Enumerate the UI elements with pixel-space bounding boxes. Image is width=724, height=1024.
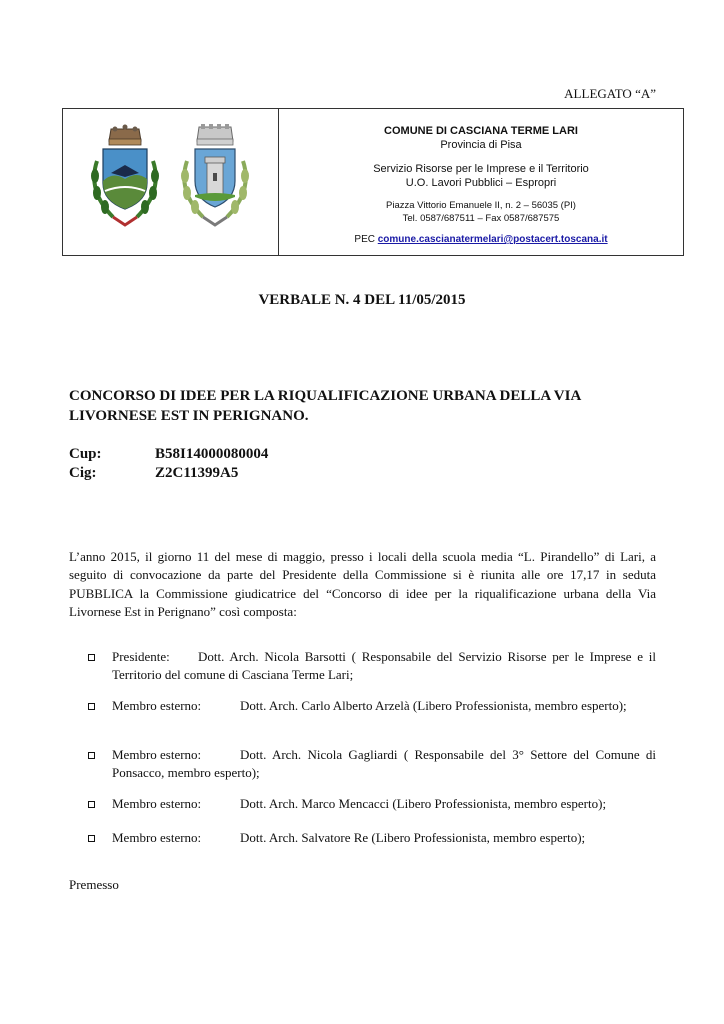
- cig-label: Cig:: [69, 465, 97, 481]
- checkbox-bullet-icon: [88, 654, 95, 661]
- member-role: Membro esterno:: [112, 796, 202, 811]
- unita-operativa: U.O. Lavori Pubblici – Espropri: [405, 177, 557, 189]
- cup-row: [69, 446, 268, 463]
- member-text: [112, 746, 656, 781]
- checkbox-bullet-icon: [88, 752, 95, 759]
- member-description: Dott. Arch. Salvatore Re (Libero Professionista, membro esperto);: [240, 830, 586, 845]
- checkbox-bullet-icon: [88, 835, 95, 842]
- member-role: Membro esterno:: [112, 698, 202, 713]
- member-role: Presidente:: [112, 649, 170, 664]
- member-description: Dott. Arch. Nicola Barsotti ( Responsabile del Servizio Risorse per le Imprese e il Territorio del comune di Casciana Terme Lari;: [112, 649, 656, 682]
- cig-row: [69, 465, 238, 482]
- letterhead-info: [279, 109, 683, 255]
- member-text: [112, 697, 656, 715]
- premesso-label: Premesso: [69, 877, 119, 892]
- allegato-label: ALLEGATO “A”: [564, 86, 656, 101]
- intro-paragraph: L’anno 2015, il giorno 11 del mese di maggio, presso i locali della scuola media “L. Pirandello” di Lari, a seguito di convocazione da parte del Presidente della Commissione si è riunita alle ore 17,17 in seduta PUBBLICA la Commissione giudicatrice del “Concorso di idee per la riqualificazione urbana della Via Livornese Est in Perignano” così composta:: [69, 549, 656, 620]
- member-description: Dott. Arch. Carlo Alberto Arzelà (Libero Professionista, membro esperto);: [240, 698, 627, 713]
- member-description: Dott. Arch. Nicola Gagliardi ( Responsabile del 3° Settore del Comune di Ponsacco, membro esperto);: [112, 747, 656, 780]
- member-text: [112, 648, 656, 683]
- document-title: VERBALE N. 4 DEL 11/05/2015: [258, 292, 466, 308]
- servizio: Servizio Risorse per le Imprese e il Territorio: [373, 163, 589, 175]
- pec-label: PEC: [354, 234, 378, 245]
- cig-value: Z2C11399A5: [155, 465, 239, 481]
- crest-area: [63, 109, 278, 255]
- comune-name: COMUNE DI CASCIANA TERME LARI: [384, 125, 578, 137]
- lari-crest-icon: [173, 121, 257, 237]
- concorso-heading: CONCORSO DI IDEE PER LA RIQUALIFICAZIONE URBANA DELLA VIA LIVORNESE EST IN PERIGNANO.: [69, 388, 581, 424]
- indirizzo: Piazza Vittorio Emanuele II, n. 2 – 56035 (PI): [386, 200, 576, 211]
- provincia: Provincia di Pisa: [440, 139, 522, 151]
- pec-email-link[interactable]: comune.cascianatermelari@postacert.toscana.it: [377, 234, 608, 245]
- cup-label: Cup:: [69, 446, 102, 462]
- member-text: [112, 829, 656, 847]
- letterhead-box: [62, 108, 684, 256]
- checkbox-bullet-icon: [88, 703, 95, 710]
- cup-value: B58I14000080004: [155, 446, 269, 462]
- pec-line: [279, 234, 683, 245]
- casciana-crest-icon: [83, 121, 167, 237]
- member-role: Membro esterno:: [112, 830, 202, 845]
- member-description: Dott. Arch. Marco Mencacci (Libero Professionista, membro esperto);: [240, 796, 607, 811]
- telefono-fax: Tel. 0587/687511 – Fax 0587/687575: [402, 213, 560, 224]
- checkbox-bullet-icon: [88, 801, 95, 808]
- member-text: [112, 795, 656, 813]
- member-role: Membro esterno:: [112, 747, 202, 762]
